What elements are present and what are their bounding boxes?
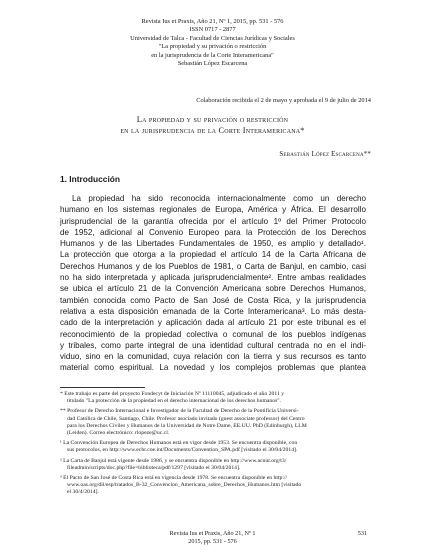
body-line: material como espiritual. La novedad y los complejos problemas que plantea [60,363,366,373]
footnote-line: dad Católica de Chile, Santiago, Chile. Profesor asociado invitado (guest associate professor) del Centro [67,415,305,422]
author-name: Sebastián López Escarcena** [279,151,371,158]
footnote-line: sus protocolos, en http://www.echr.coe.int/Documents/Convention_SPA.pdf [visitado el 30/04/2014]. [67,447,298,454]
body-line: jurisprudencial de la garantía ofrecida por el artículo 1º del Primer Protocolo [60,216,366,226]
footnote-line: titulado "La protección de la propiedad en el derecho internacional de los derechos humanos". [67,398,282,405]
footnote-line: el 30/4/2014]. [67,489,99,496]
footnote-line: www.oas.org/dil/esp/tratados_B-32_Convencion_Americana_sobre_Derechos_Humanos.htm [visitado [67,482,302,489]
footnote-divider [60,387,145,388]
footnote-line: ¹ La Convención Europea de Derechos Humanos está en vigor desde 1953. Se encuentra disponible, con [60,440,298,447]
body-line: humano en los sistemas regionales de Europa, América y África. El desarrollo [60,205,366,215]
received-note: Colaboración recibida el 2 de mayo y aprobada el 9 de julio de 2014 [196,97,371,104]
body-text [60,193,366,374]
footnote-line: (Leiden). Correo electrónico: rlopeze@uc.cl. [67,430,170,437]
body-line: no ha sido interpretada y aplicada jurisprudencialmente². Entre ambas realidades [60,273,366,283]
footnote-3 [60,475,366,497]
page-number: 531 [357,530,367,537]
footer-line-1: Revista Ius et Praxis, Año 21, Nº 1 [169,530,256,537]
footnote-1 [60,440,366,454]
header-line: en la jurisprudencia de la Corte Interamericana" [151,51,274,59]
journal-header [60,18,365,68]
body-line: La propiedad ha sido reconocida internacionalmente como un derecho [72,194,366,203]
footnote-line: ² La Carta de Banjul está vigente desde 1986, y se encuentra disponible en http://www.acnur.org/t3/ [60,457,287,464]
footnote-line: para los Derechos Civiles y Humanos de la Universidad de Notre Dame, EE.UU. PhD (Edinburgh), LLM [67,422,307,429]
footnote-2 [60,458,366,472]
title-line-2: en la jurisprudencia de la Corte Interamericana* [120,126,305,135]
journal-footer [60,530,365,546]
body-line: relativa a esta disposición emanada de la Corte Interamericana³. Lo más desta- [60,306,366,316]
footnotes [60,391,366,500]
header-line: Revista Ius et Praxis, Año 21, Nº 1, 2015, pp. 531 - 576 [141,18,284,25]
body-line: de 1952, adicional al Convenio Europeo para la Protección de los Derechos [60,227,366,237]
footnote-line: ³ El Pacto de San José de Costa Rica está en vigencia desde 1978. Se encuentra disponible en http:// [60,475,288,482]
body-line: reconocimiento de la propiedad colectiva o comunal de los pueblos indígenas [60,329,366,339]
header-line: Universidad de Talca - Facultad de Ciencias Jurídicas y Sociales [130,34,295,42]
body-line: se ubica el artículo 21 de la Convención Americana sobre Derechos Humanos, [60,284,366,294]
body-line: también conocida como Pacto de San José de Costa Rica, y la jurisprudencia [60,295,366,305]
article-title [60,114,365,136]
section-heading: 1. Introducción [60,174,121,184]
footnote-author [60,408,366,437]
body-line: viduo, sino en la comunidad, cuya relación con la tierra y sus recursos es tanto [60,352,366,362]
header-line: Sebastián López Escarcena [177,60,248,68]
footnote-line: ** Profesor de Derecho Internacional e Investigador de la Facultad de Derecho de la Pontificia Universi- [60,408,299,415]
footnote-funding [60,391,366,405]
header-line: ISSN 0717 - 2877 [189,26,236,34]
body-line: Derechos Humanos y de los Pueblos de 1981, o Carta de Banjul, en cambio, casi [60,261,366,271]
body-line: Humanos y de las Libertades Fundamentales de 1950, es amplio y detallado¹. [60,239,366,249]
title-line-1: La propiedad y su privación o restricción [136,115,289,124]
body-line: y tribales, como parte integral de una identidad cultural centrada no en el indi- [60,340,366,350]
header-line: "La propiedad y su privación o restricción [158,43,267,51]
body-line: La protección que otorga a la propiedad el artículo 14 de la Carta Africana de [60,250,366,260]
body-line: cado de la interpretación y aplicación dada al artículo 21 por este tribunal es el [60,318,366,328]
footer-line-2: 2015, pp. 531 - 576 [188,538,237,545]
footnote-line: * Este trabajo es parte del proyecto Fondecyt de Iniciación Nº 11110045, adjudicado el año 2011 y [60,391,285,397]
footnote-line: fileadmin/scripts/doc.php?file=biblioteca/pdf/1297 [visitado el 30/04/2014]. [67,464,241,471]
